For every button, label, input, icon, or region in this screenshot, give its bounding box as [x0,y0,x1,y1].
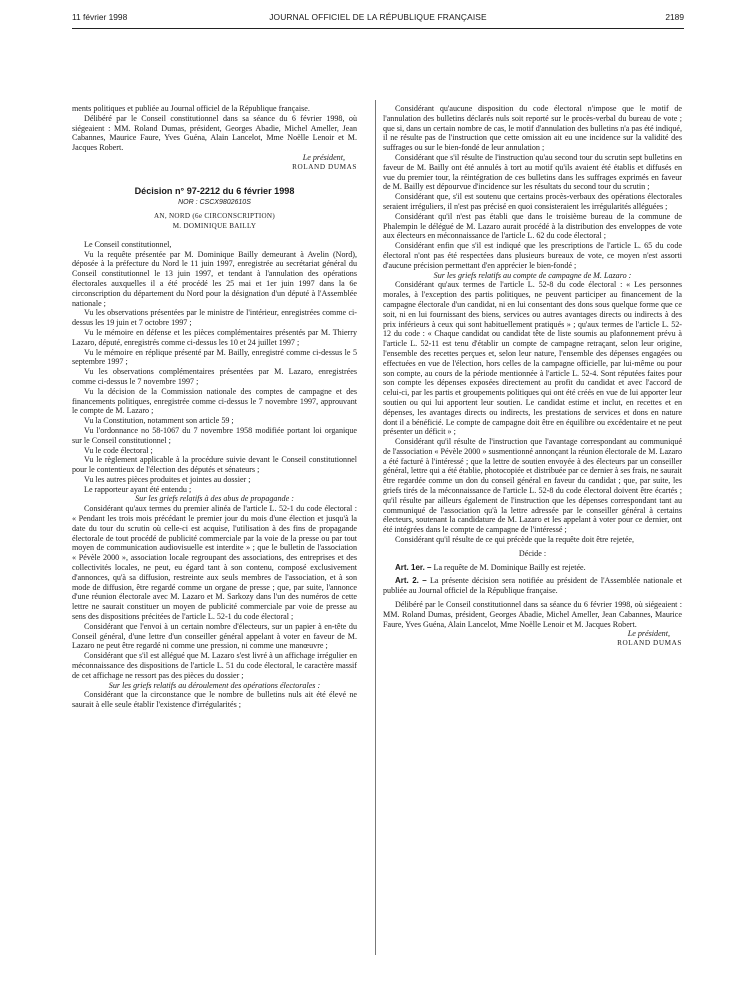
considerant-paragraph: Considérant que s'il est allégué que M. Lazaro s'est livré à un affichage irrégulier en méconnaissance des dispositions de l'article L. 51 du code électoral, le caractère massif de cet affichage ne ressort pas des pièces du dossier ; [72,651,357,680]
visa-paragraph: Vu l'ordonnance no 58-1067 du 7 novembre 1958 modifiée portant loi organique sur le Conseil constitutionnel ; [72,425,357,445]
council-line: Le Conseil constitutionnel, [84,239,172,249]
signature-name: ROLAND DUMAS [617,639,682,648]
deliberation-text: Délibéré par le Conseil constitutionnel dans sa séance du 6 février 1998, où siégeaient : MM. Roland Dumas, président, Georges Abadie, Michel Ameller, Jean Cabannes, Maurice Faure, Yves Guéna, Alain Lancelot, Mme Noëlle Lenoir et M. Jacques Robert. [383,600,682,629]
left-column [72,104,357,710]
visa-paragraph: Vu le mémoire en réplique présenté par M. Bailly, enregistré comme ci-dessus le 5 septembre 1997 ; [72,347,357,367]
visa-paragraph: Vu les autres pièces produites et jointes au dossier ; [84,474,251,484]
considerant-paragraph: Considérant qu'aucune disposition du code électoral n'impose que le motif de l'annulation des bulletins déclarés nuls soit reporté sur le procès-verbal du bureau de vote ; que si, dans un certain nombre de cas, le motif d'annulation des bulletins n'a pas été indiqué, il ne résulte pas de l'instruction que cette omission ait eu une incidence sur la validité des suffrages ou sur le bien-fondé de leur annulation ; [383,104,682,153]
article-2-text: La présente décision sera notifiée au président de l'Assemblée nationale et publiée au Journal officiel de la République française. [383,576,682,596]
page-number: 2189 [665,12,684,22]
article-1-label: Art. 1er. – [395,562,432,572]
considerant-paragraph: Considérant que l'envoi à un certain nombre d'électeurs, sur un papier à en-tête du Conseil général, d'une lettre d'un conseiller général appelant à voter en faveur de M. Lazaro ne peut être regardé ni comme une pression, ni comme une manœuvre ; [72,621,357,651]
section-heading: Sur les griefs relatifs au déroulement des opérations électorales : [108,680,321,690]
signature-title: Le président, [302,152,345,162]
considerant-paragraph: Considérant que, s'il est soutenu que certains procès-verbaux des opérations électorales seraient irréguliers, il n'est pas précisé en quoi consisteraient les irrégularités alléguées ; [383,192,682,211]
header-rule [72,28,684,29]
right-column [383,104,682,649]
deliberation-text: Délibéré par le Conseil constitutionnel dans sa séance du 6 février 1998, où siégeaient : MM. Roland Dumas, président, Georges Abadie, Michel Ameller, Jean Cabannes, Maurice Faure, Yves Guéna, Alain Lancelot, Mme Noëlle Lenoir et M. Jacques Robert. [72,113,357,153]
visa-paragraph: Vu le code électoral ; [84,445,153,455]
considerant-paragraph: Considérant que la circonstance que le nombre de bulletins nuls ait été élevé ne saurait à elle seule établir l'existence d'irrégularités ; [72,690,357,710]
article-1-text: La requête de M. Dominique Bailly est rejetée. [433,562,586,572]
article-1 [383,563,682,573]
visa-paragraph: Vu le mémoire en défense et les pièces complémentaires présentés par M. Thierry Lazaro, député, enregistrés comme ci-dessus les 10 et 24 juillet 1997 ; [72,327,357,347]
visa-paragraph: Vu les observations complémentaires présentées par M. Lazaro, enregistrées comme ci-dessus le 7 novembre 1997 ; [72,367,357,386]
considerant-paragraph: Considérant que s'il résulte de l'instruction qu'au second tour du scrutin sept bulletins en faveur de M. Bailly ont été annulés à tort au motif qu'ils avaient été établis et diffusés en vue du premier tour, la réintégration de ces bulletins dans les suffrages exprimés en faveur de M. Bailly est dépourvue d'incidence sur les résultats du second tour du scrutin ; [383,152,682,192]
decision-title: Décision n° 97-2212 du 6 février 1998 [134,185,295,196]
considerant-paragraph: Considérant enfin que s'il est indiqué que les prescriptions de l'article L. 65 du code électoral n'ont pas été respectées dans plusieurs bureaux de vote, ce moyen n'est assorti d'aucune précision permettant d'en apprécier le bien-fondé ; [383,241,682,270]
header-date: 11 février 1998 [72,12,128,22]
visa-paragraph: Vu le règlement applicable à la procédure suivie devant le Conseil constitutionnel pour le contentieux de l'élection des députés et sénateurs ; [72,455,357,475]
considerant-paragraph: Considérant qu'aux termes de l'article L. 52-8 du code électoral : « Les personnes morales, à l'exception des partis politiques, ne peuvent participer au financement de la campagne électorale d'un candidat, ni en lui consentant des dons sous quelque forme que ce soit, ni en lui fournissant des biens, services ou autres avantages directs ou indirects à des prix inférieurs à ceux qui sont habituellement pratiqués » ; qu'aux termes de l'article L. 52-12 du code : « Chaque candidat ou candidat tête de liste soumis au plafonnement prévu à l'article L. 52-11 est tenu d'établir un compte de campagne retraçant, selon leur origine, l'ensemble des recettes perçues et, selon leur nature, l'ensemble des dépenses engagées ou effectuées en vue de l'élection, hors celles de la campagne officielle, par lui-même ou pour son compte, au cours de la période mentionnée à l'article L. 52-4. Sont réputées faites pour son compte les dépenses exposées directement au profit du candidat et avec l'accord de celui-ci, par les partis et groupements politiques qui ont été créés en vue de lui apporter leur soutien ou qui lui apportent leur soutien. Le candidat estime et inclut, en recettes et en dépenses, les avantages directs ou indirects, les prestations de services et dons en nature dont il a bénéficié. Le compte de campagne doit être en équilibre ou excédentaire et ne peut présenter un déficit » ; [383,280,682,437]
signature-name: ROLAND DUMAS [292,162,357,171]
journal-title: JOURNAL OFFICIEL DE LA RÉPUBLIQUE FRANÇAISE [269,12,487,22]
visa-paragraph: Vu la requête présentée par M. Dominique Bailly demeurant à Avelin (Nord), déposée à la préfecture du Nord le 11 juin 1997, enregistrée au secrétariat général du Conseil constitutionnel le 13 juin 1997, et tendant à l'annulation des opérations électorales auxquelles il a été procédé les 25 mai et 1er juin 1997 dans la 6e circonscription du département du Nord pour la désignation d'un député à l'Assemblée nationale ; [72,249,357,308]
intro-continuation: ments politiques et publiée au Journal officiel de la République française. [72,104,310,113]
column-divider [375,100,376,955]
considerant-paragraph: Considérant qu'il résulte de ce qui précède que la requête doit être rejetée, [395,535,634,545]
section-heading: Sur les griefs relatifs au compte de campagne de M. Lazaro : [433,270,632,280]
article-2-label: Art. 2. – [395,576,427,586]
decide-heading: Décide : [518,548,547,558]
considerant-paragraph: Considérant qu'il n'est pas établi que dans le troisième bureau de la commune de Phalempin le délégué de M. Lazaro aurait procédé à la distribution des enveloppes de vote aux électeurs en méconnaissance de l'article L. 62 du code électoral ; [383,211,682,241]
visa-paragraph: Vu les observations présentées par le ministre de l'intérieur, enregistrées comme ci-dessus les 19 juin et 7 octobre 1997 ; [72,308,357,328]
considerant-paragraph: Considérant qu'aux termes du premier alinéa de l'article L. 52-1 du code électoral : « Pendant les trois mois précédant le premier jour du mois d'une élection et jusqu'à la date du tour du scrutin où celle-ci est acquise, l'utilisation à des fins de propagande électorale de tout procédé de publicité commerciale par la voie de la presse ou par tout moyen de communication audiovisuelle est interdite » ; que le bulletin de l'association « Pévèle 2000 », association locale regroupant des associations, des entreprises et des collectivités locales, ne peut, eu égard tant à son contenu, composé exclusivement d'annonces, qu'à sa diffusion, restreinte aux seuls membres de l'association, et à son mode de diffusion, être regardé comme un organe de presse ; que, par suite, l'annonce d'une réunion électorale avec M. Lazaro et M. Sarkozy dans l'un des numéros de cette lettre ne saurait constituer un moyen de publicité commerciale par voie de presse au sens des dispositions précitées de l'article L. 52-1 du code électoral ; [72,504,357,622]
signature-title: Le président, [627,629,670,639]
person-name: M. DOMINIQUE BAILLY [172,221,257,230]
circonscription: AN, NORD (6e CIRCONSCRIPTION) [153,212,276,221]
visa-paragraph: Vu la décision de la Commission nationale des comptes de campagne et des financements politiques, enregistrée comme ci-dessus le 7 novembre 1997, approuvant le compte de M. Lazaro ; [72,386,357,416]
page-header [72,12,684,24]
visa-paragraph: Vu la Constitution, notamment son article 59 ; [84,416,234,426]
visa-paragraph: Le rapporteur ayant été entendu ; [84,484,192,494]
section-heading: Sur les griefs relatifs à des abus de propagande : [135,494,294,504]
article-2 [383,576,682,596]
nor-value: NOR : CSCX9802610S [178,199,251,207]
nor-reference [72,198,357,208]
considerant-paragraph: Considérant qu'il résulte de l'instruction que l'avantage correspondant au communiqué de l'association « Pévèle 2000 » susmentionné annonçant la réunion électorale de M. Lazaro a été facturé à l'intéressé ; que la lettre de soutien envoyée à des électeurs par un conseiller général, lettre qui a été établie, photocopiée et distribuée par ce dernier à ses frais, ne saurait être regardée comme un don du conseil général en faveur du candidat ; que, par suite, les griefs tirés de la méconnaissance de l'article L. 52-8 du code électoral doivent être écartés ; qu'il résulte par ailleurs également de l'instruction que les dépenses correspondant tant au communiqué de l'association qu'à la lettre adressée par le conseiller général à certains électeurs, soutenant la candidature de M. Lazaro et les appelant à voter pour ce dernier, ont été intégrées dans le compte de campagne de l'intéressé ; [383,437,682,535]
